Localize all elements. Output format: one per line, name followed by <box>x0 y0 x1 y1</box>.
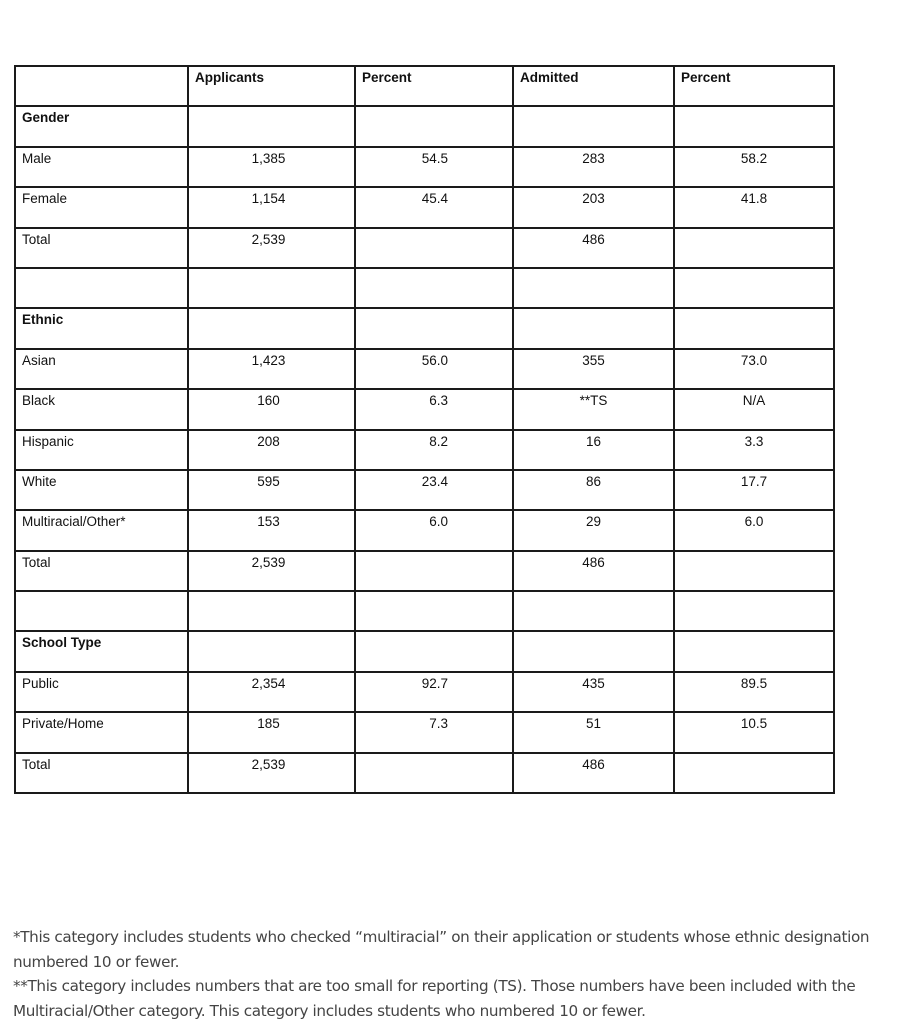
admitted-cell <box>513 106 674 146</box>
admitted-percent-cell <box>674 672 834 712</box>
cell-value: 92.7 <box>421 675 448 691</box>
cell-value: 3.3 <box>744 433 764 449</box>
cell-value <box>520 107 667 110</box>
applicants-percent-cell <box>355 147 513 187</box>
cell-value <box>362 229 448 232</box>
cell-value <box>520 632 667 635</box>
admitted-cell <box>513 268 674 308</box>
row-label: Male <box>22 150 52 166</box>
row-label-cell <box>15 268 188 308</box>
applicants-cell <box>188 430 355 470</box>
row-label-cell <box>15 430 188 470</box>
cell-value <box>362 107 448 110</box>
applicants-percent-cell <box>355 712 513 752</box>
admitted-percent-cell <box>674 308 834 348</box>
section-header-row <box>15 308 834 348</box>
applicants-percent-cell <box>355 551 513 591</box>
cell-value: 486 <box>582 231 605 247</box>
table-row <box>15 753 834 793</box>
row-label: Total <box>22 231 51 247</box>
cell-value: 16 <box>585 433 602 449</box>
admitted-percent-cell <box>674 753 834 793</box>
admitted-cell <box>513 187 674 227</box>
row-label-cell <box>15 672 188 712</box>
cell-value <box>189 592 348 595</box>
row-label: Hispanic <box>22 433 74 449</box>
header-applicants-percent: Percent <box>355 66 513 106</box>
admitted-cell <box>513 753 674 793</box>
applicants-cell <box>188 349 355 389</box>
cell-value: 29 <box>585 514 602 530</box>
cell-value <box>362 592 448 595</box>
cell-value <box>189 107 348 110</box>
table-row <box>15 187 834 227</box>
cell-value: 208 <box>257 433 280 449</box>
applicants-percent-cell <box>355 187 513 227</box>
table-row <box>15 228 834 268</box>
header-admitted: Admitted <box>513 66 674 106</box>
row-label: Ethnic <box>22 312 64 328</box>
cell-value: 89.5 <box>740 675 768 691</box>
admitted-cell <box>513 228 674 268</box>
admitted-percent-cell <box>674 712 834 752</box>
admitted-percent-cell <box>674 228 834 268</box>
cell-value <box>362 309 448 312</box>
applicants-cell <box>188 228 355 268</box>
admitted-percent-cell <box>674 430 834 470</box>
applicants-percent-cell <box>355 591 513 631</box>
cell-value: 23.4 <box>421 473 448 489</box>
table-row <box>15 712 834 752</box>
cell-value <box>362 269 448 272</box>
cell-value: 160 <box>257 393 280 409</box>
cell-value <box>520 269 667 272</box>
applicants-percent-cell <box>355 430 513 470</box>
cell-value <box>520 592 667 595</box>
row-label: Asian <box>22 352 56 368</box>
section-label-cell <box>15 106 188 146</box>
table-body <box>15 106 834 793</box>
row-label <box>22 592 181 595</box>
row-label-cell <box>15 147 188 187</box>
admitted-cell <box>513 349 674 389</box>
section-label-cell <box>15 308 188 348</box>
table-row <box>15 672 834 712</box>
cell-value <box>681 107 827 110</box>
cell-value <box>681 632 827 635</box>
admitted-cell <box>513 631 674 671</box>
applicants-cell <box>188 631 355 671</box>
cell-value <box>681 754 827 757</box>
cell-value: 185 <box>257 716 280 732</box>
table-row <box>15 510 834 550</box>
row-label-cell <box>15 712 188 752</box>
applicants-percent-cell <box>355 349 513 389</box>
footnote-multiracial: *This category includes students who checked “multiracial” on their application or students whose ethnic designation numbered 10 or fewer. <box>13 928 870 971</box>
applicants-cell <box>188 712 355 752</box>
cell-value: 486 <box>582 554 605 570</box>
applicants-percent-cell <box>355 753 513 793</box>
row-label: White <box>22 473 57 489</box>
cell-value: 73.0 <box>740 352 768 368</box>
cell-value <box>362 632 448 635</box>
cell-value: 10.5 <box>740 716 768 732</box>
cell-value <box>681 552 827 555</box>
cell-value: 435 <box>582 675 605 691</box>
applicants-percent-cell <box>355 672 513 712</box>
admitted-cell <box>513 308 674 348</box>
admitted-cell <box>513 430 674 470</box>
footnotes <box>13 925 873 1023</box>
admitted-cell <box>513 510 674 550</box>
applicants-percent-cell <box>355 268 513 308</box>
applicants-cell <box>188 753 355 793</box>
spacer-row <box>15 268 834 308</box>
cell-value: 6.0 <box>744 514 764 530</box>
admitted-cell <box>513 672 674 712</box>
admitted-cell <box>513 147 674 187</box>
admitted-cell <box>513 591 674 631</box>
applicants-percent-cell <box>355 308 513 348</box>
row-label: Total <box>22 554 51 570</box>
cell-value: 8.2 <box>429 433 448 449</box>
applicants-cell <box>188 551 355 591</box>
cell-value: 355 <box>582 352 605 368</box>
cell-value: 45.4 <box>421 191 448 207</box>
cell-value: 283 <box>582 150 605 166</box>
cell-value: 153 <box>257 514 280 530</box>
cell-value: 41.8 <box>740 191 768 207</box>
row-label-cell <box>15 349 188 389</box>
row-label-cell <box>15 470 188 510</box>
header-admitted-percent: Percent <box>674 66 834 106</box>
cell-value: 2,539 <box>251 756 286 772</box>
cell-value <box>189 269 348 272</box>
admitted-percent-cell <box>674 389 834 429</box>
row-label-cell <box>15 187 188 227</box>
cell-value <box>362 754 448 757</box>
applicants-cell <box>188 672 355 712</box>
cell-value: 486 <box>582 756 605 772</box>
cell-value: 595 <box>257 473 280 489</box>
admitted-percent-cell <box>674 551 834 591</box>
section-label-cell <box>15 631 188 671</box>
admitted-cell <box>513 389 674 429</box>
cell-value: 6.3 <box>429 393 448 409</box>
cell-value: 1,385 <box>251 150 286 166</box>
row-label: Female <box>22 191 68 207</box>
admitted-cell <box>513 551 674 591</box>
cell-value: **TS <box>579 393 608 409</box>
applicants-cell <box>188 308 355 348</box>
cell-value <box>681 309 827 312</box>
cell-value <box>520 309 667 312</box>
row-label-cell <box>15 591 188 631</box>
cell-value: 2,354 <box>251 675 286 691</box>
table-row <box>15 349 834 389</box>
header-cell-blank <box>15 66 188 106</box>
applicants-percent-cell <box>355 510 513 550</box>
applicants-cell <box>188 389 355 429</box>
row-label-cell <box>15 389 188 429</box>
admissions-table <box>14 65 835 794</box>
cell-value: 54.5 <box>421 150 448 166</box>
admitted-cell <box>513 470 674 510</box>
admitted-percent-cell <box>674 470 834 510</box>
cell-value: 6.0 <box>429 514 448 530</box>
table-row <box>15 389 834 429</box>
applicants-cell <box>188 591 355 631</box>
cell-value <box>681 592 827 595</box>
cell-value: 86 <box>585 473 602 489</box>
cell-value: N/A <box>742 393 766 409</box>
cell-value: 1,154 <box>251 191 286 207</box>
row-label: Private/Home <box>22 716 104 732</box>
header-applicants: Applicants <box>188 66 355 106</box>
table-row <box>15 430 834 470</box>
applicants-percent-cell <box>355 631 513 671</box>
row-label-cell <box>15 228 188 268</box>
applicants-percent-cell <box>355 228 513 268</box>
table-row <box>15 470 834 510</box>
row-label: Multiracial/Other* <box>22 514 126 530</box>
cell-value: 56.0 <box>421 352 448 368</box>
row-label: Gender <box>22 110 70 126</box>
admitted-percent-cell <box>674 631 834 671</box>
cell-value <box>189 309 348 312</box>
applicants-cell <box>188 147 355 187</box>
row-label-cell <box>15 551 188 591</box>
table-row <box>15 551 834 591</box>
cell-value: 2,539 <box>251 554 286 570</box>
admitted-percent-cell <box>674 591 834 631</box>
row-label: Black <box>22 393 56 409</box>
applicants-cell <box>188 510 355 550</box>
row-label <box>22 269 181 272</box>
cell-value: 2,539 <box>251 231 286 247</box>
cell-value <box>681 269 827 272</box>
table-row <box>15 147 834 187</box>
section-header-row <box>15 631 834 671</box>
cell-value: 58.2 <box>740 150 768 166</box>
cell-value <box>681 229 827 232</box>
cell-value <box>189 632 348 635</box>
admitted-percent-cell <box>674 106 834 146</box>
section-header-row <box>15 106 834 146</box>
applicants-cell <box>188 470 355 510</box>
cell-value: 203 <box>582 191 605 207</box>
row-label-cell <box>15 510 188 550</box>
applicants-percent-cell <box>355 389 513 429</box>
spacer-row <box>15 591 834 631</box>
admitted-cell <box>513 712 674 752</box>
row-label: Public <box>22 675 59 691</box>
admitted-percent-cell <box>674 147 834 187</box>
table-header-row <box>15 66 834 106</box>
cell-value: 7.3 <box>429 716 448 732</box>
footnote-too-small: **This category includes numbers that are too small for reporting (TS). Those numbers have been included with the Multiracial/Other category. This category includes students who numbered 10 or fewer. <box>13 977 856 1020</box>
applicants-cell <box>188 268 355 308</box>
row-label: School Type <box>22 635 102 651</box>
cell-value: 17.7 <box>740 473 768 489</box>
row-label-cell <box>15 753 188 793</box>
admitted-percent-cell <box>674 349 834 389</box>
applicants-cell <box>188 187 355 227</box>
row-label: Total <box>22 756 51 772</box>
admitted-percent-cell <box>674 510 834 550</box>
cell-value: 1,423 <box>251 352 286 368</box>
cell-value <box>362 552 448 555</box>
applicants-percent-cell <box>355 470 513 510</box>
applicants-percent-cell <box>355 106 513 146</box>
applicants-cell <box>188 106 355 146</box>
admitted-percent-cell <box>674 268 834 308</box>
admitted-percent-cell <box>674 187 834 227</box>
cell-value: 51 <box>585 716 602 732</box>
